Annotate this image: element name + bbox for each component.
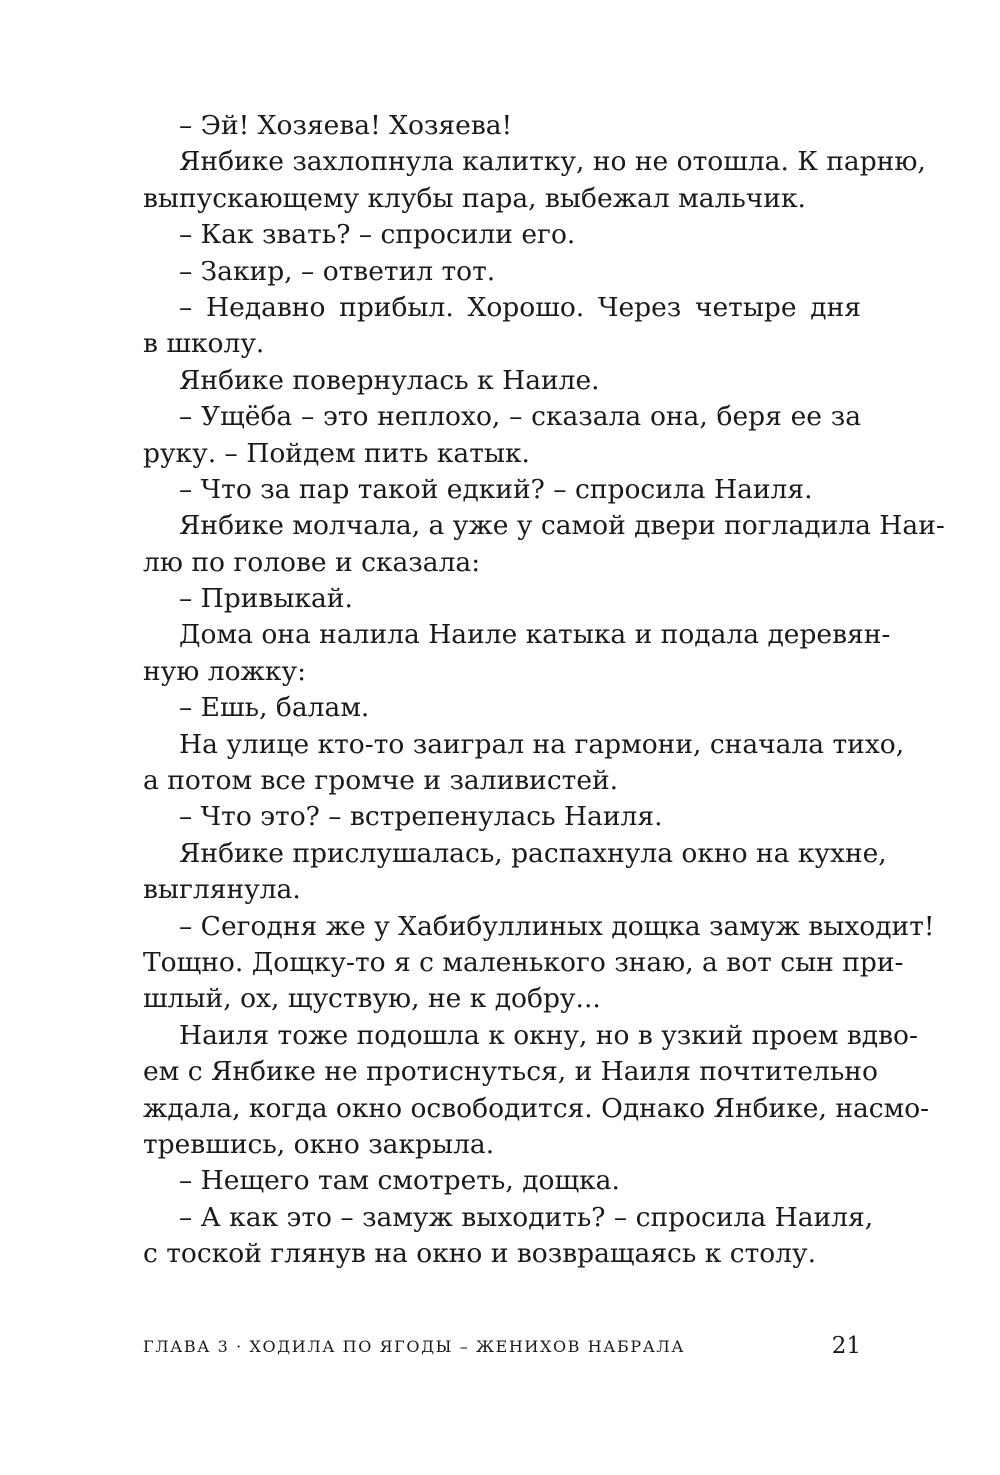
text-line: руку. – Пойдем пить катык. <box>143 437 530 469</box>
text-line: – Что за пар такой едкий? – спросила Наиля. <box>179 473 813 505</box>
text-line: – Сегодня же у Хабибуллиных дощка замуж выходит! <box>179 910 935 942</box>
text-line: выпускающему клубы пара, выбежал мальчик. <box>143 182 806 214</box>
text-line: Янбике прислушалась, распахнула окно на кухне, <box>179 837 887 869</box>
text-line: Янбике повернулась к Наиле. <box>179 364 600 396</box>
text-line: На улице кто-то заиграл на гармони, сначала тихо, <box>179 728 905 760</box>
text-line: лю по голове и сказала: <box>143 546 481 578</box>
text-line: ную ложку: <box>143 655 306 687</box>
text-line: с тоской глянув на окно и возвращаясь к столу. <box>143 1238 817 1270</box>
page-number: 21 <box>831 1333 861 1359</box>
text-line: – Нещего там смотреть, дощка. <box>179 1165 620 1197</box>
text-line: выглянула. <box>143 874 301 906</box>
text-line: – Как звать? – спросили его. <box>179 219 576 251</box>
text-line: – Ущёба – это неплохо, – сказала она, беря ее за <box>179 401 861 433</box>
running-head: ГЛАВА 3 · ХОДИЛА ПО ЯГОДЫ – ЖЕНИХОВ НАБРАЛА <box>143 1337 686 1356</box>
text-line: – Что это? – встрепенулась Наиля. <box>179 801 663 833</box>
text-line: шлый, ох, щуствую, не к добру... <box>143 983 601 1015</box>
text-line: в школу. <box>143 328 265 360</box>
text-line: Янбике захлопнула калитку, но не отошла. К парню, <box>179 146 926 178</box>
text-line: ждала, когда окно освободится. Однако Янбике, насмо- <box>143 1092 930 1124</box>
text-line: Дома она налила Наиле катыка и подала деревян- <box>179 619 891 651</box>
text-line: ем с Янбике не протиснуться, и Наиля почтительно <box>143 1056 878 1088</box>
text-line: – Недавно прибыл. Хорошо. Через четыре дня <box>179 291 861 323</box>
text-line: Тощно. Дощку-то я с маленького знаю, а вот сын при- <box>143 946 904 978</box>
text-line: а потом все громче и заливистей. <box>143 765 619 797</box>
text-line: – А как это – замуж выходить? – спросила Наиля, <box>179 1201 874 1233</box>
text-line: – Привыкай. <box>179 583 353 615</box>
body-text <box>143 108 945 1273</box>
text-line: Янбике молчала, а уже у самой двери погладила Наи- <box>179 510 945 542</box>
text-line: Наиля тоже подошла к окну, но в узкий проем вдво- <box>179 1019 918 1051</box>
text-line: – Ешь, балам. <box>179 692 370 724</box>
page-footer <box>143 1333 861 1363</box>
text-line: – Эй! Хозяева! Хозяева! <box>179 110 513 141</box>
text-line: – Закир, – ответил тот. <box>179 255 496 287</box>
text-line: тревшись, окно закрыла. <box>143 1128 495 1160</box>
